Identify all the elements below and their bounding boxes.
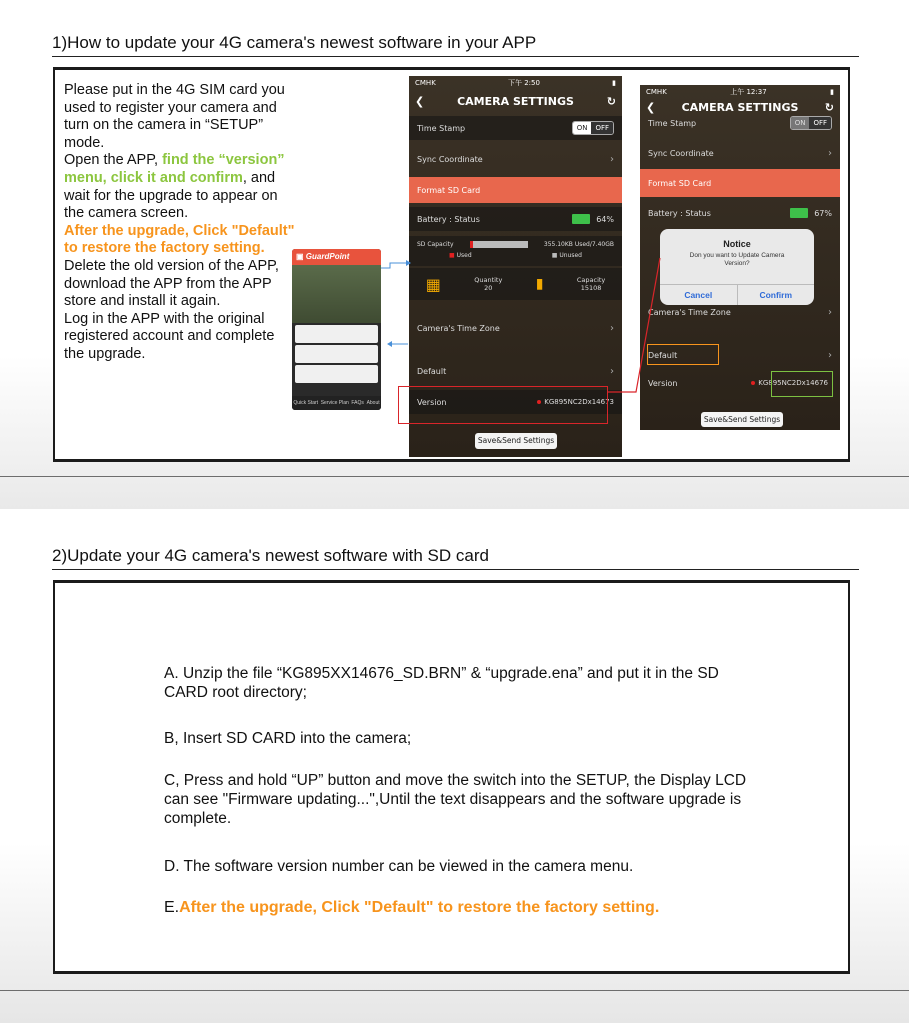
step-e bbox=[164, 898, 764, 917]
back-icon[interactable]: ❮ bbox=[415, 94, 425, 108]
chevron-right-icon: › bbox=[610, 365, 614, 377]
save-send-button[interactable]: Save&Send Settings bbox=[475, 433, 557, 449]
section-divider bbox=[0, 990, 909, 991]
time-zone-row[interactable]: Camera's Time Zone › bbox=[648, 306, 832, 318]
instruction-sim: Please put in the 4G SIM card you used to register your camera and turn on the camera in “SETUP” mode. bbox=[64, 82, 285, 151]
instruction-wait: , and wait for the upgrade to appear on the camera screen. bbox=[64, 169, 278, 222]
step-a: A. Unzip the file “KG895XX14676_SD.BRN” & “upgrade.ena” and put it in the SD CARD root directory; bbox=[164, 665, 719, 701]
chevron-right-icon: › bbox=[610, 322, 614, 334]
connector-blue-top bbox=[381, 263, 406, 268]
chevron-right-icon: › bbox=[828, 147, 832, 159]
section-1-title: 1)How to update your 4G camera's newest software in your APP bbox=[52, 33, 537, 52]
step-d: D. The software version number can be viewed in the camera menu. bbox=[164, 858, 634, 875]
step-b: B, Insert SD CARD into the camera; bbox=[164, 730, 412, 747]
version-row[interactable]: Version KG895NC2Dx14676 bbox=[648, 378, 828, 388]
time-zone-row[interactable]: Camera's Time Zone › bbox=[417, 322, 614, 334]
step-c: C, Press and hold “UP” button and move the switch into the SETUP, the Display LCD can see "Firmware updating...",Until the text disappears and the software upgrade is complete. bbox=[164, 772, 747, 827]
sync-coordinate-row[interactable]: Sync Coordinate › bbox=[417, 153, 614, 165]
status-bar: CMHK 上午 12:37 ▮ bbox=[646, 88, 834, 96]
default-row[interactable]: Default › bbox=[417, 365, 614, 377]
notice-title: Notice bbox=[723, 239, 751, 249]
sd-capacity-panel: SD Capacity 355.10KB Used/7.40GB ■ Used ■ Unused bbox=[409, 236, 622, 266]
settings-title: CAMERA SETTINGS bbox=[681, 100, 799, 114]
connector-lines bbox=[0, 0, 909, 509]
instruction-login: Log in the APP with the original registered account and complete the upgrade. bbox=[64, 310, 275, 362]
settings-title: CAMERA SETTINGS bbox=[457, 94, 574, 108]
battery-row: Battery : Status 67% bbox=[648, 208, 832, 218]
confirm-button[interactable]: Confirm bbox=[759, 290, 793, 300]
photo-stats: ▦ Quantity 20 ▮ Capacity 15108 bbox=[409, 268, 622, 300]
time-stamp-row[interactable]: Time Stamp ON OFF bbox=[640, 115, 840, 131]
format-sd-card-row[interactable]: Format SD Card bbox=[640, 169, 840, 197]
sd-card-icon: ▮ bbox=[535, 276, 544, 292]
version-row[interactable]: Version KG895NC2Dx14673 bbox=[409, 390, 622, 414]
tab-quick-start: Quick Start bbox=[293, 400, 319, 406]
time-stamp-toggle[interactable]: ON OFF bbox=[572, 121, 614, 135]
step-e-prefix: E. bbox=[164, 899, 180, 916]
status-bar: CMHK 下午 2:50 ▮ bbox=[415, 79, 616, 87]
battery-row: Battery : Status 64% bbox=[409, 207, 622, 231]
instruction-version-highlight: find the “version” menu, click it and confirm bbox=[64, 152, 285, 186]
tab-about: About bbox=[366, 400, 380, 406]
save-send-button[interactable]: Save&Send Settings bbox=[701, 412, 783, 427]
notice-message: Don you want to Update Camera Version? bbox=[689, 252, 785, 267]
arrow-head-icon bbox=[387, 341, 392, 347]
tab-faqs: FAQs bbox=[351, 400, 364, 406]
sync-coordinate-row[interactable]: Sync Coordinate › bbox=[648, 147, 832, 159]
time-stamp-toggle[interactable]: ON OFF bbox=[790, 116, 832, 130]
instruction-default-highlight: After the upgrade, Click "Default" to restore the factory setting. bbox=[64, 222, 295, 257]
photo-icon: ▦ bbox=[425, 274, 441, 294]
cancel-button[interactable]: Cancel bbox=[660, 285, 738, 305]
section-2-title: 2)Update your 4G camera's newest software with SD card bbox=[52, 546, 489, 565]
arrow-head-icon bbox=[406, 260, 411, 266]
connector-red bbox=[608, 258, 660, 392]
tab-service-plan: Service Plan bbox=[320, 400, 349, 406]
chevron-right-icon: › bbox=[828, 306, 832, 318]
instruction-reinstall: Delete the old version of the APP, download the APP from the APP store and install it again. bbox=[64, 257, 279, 310]
instruction-open-app: Open the APP, bbox=[64, 152, 163, 169]
title-underline bbox=[52, 569, 859, 570]
back-icon[interactable]: ❮ bbox=[646, 100, 656, 114]
time-stamp-row[interactable]: Time Stamp ON OFF bbox=[409, 116, 622, 140]
chevron-right-icon: › bbox=[828, 349, 832, 361]
default-row[interactable]: Default › bbox=[648, 349, 832, 361]
chevron-right-icon: › bbox=[610, 153, 614, 165]
refresh-icon[interactable]: ↻ bbox=[606, 94, 616, 108]
refresh-icon[interactable]: ↻ bbox=[824, 100, 834, 114]
step-e-highlight: After the upgrade, Click "Default" to restore the factory setting. bbox=[179, 899, 660, 916]
format-sd-card-row[interactable]: Format SD Card bbox=[409, 177, 622, 203]
app-brand: ▣ GuardPoint bbox=[292, 249, 381, 265]
